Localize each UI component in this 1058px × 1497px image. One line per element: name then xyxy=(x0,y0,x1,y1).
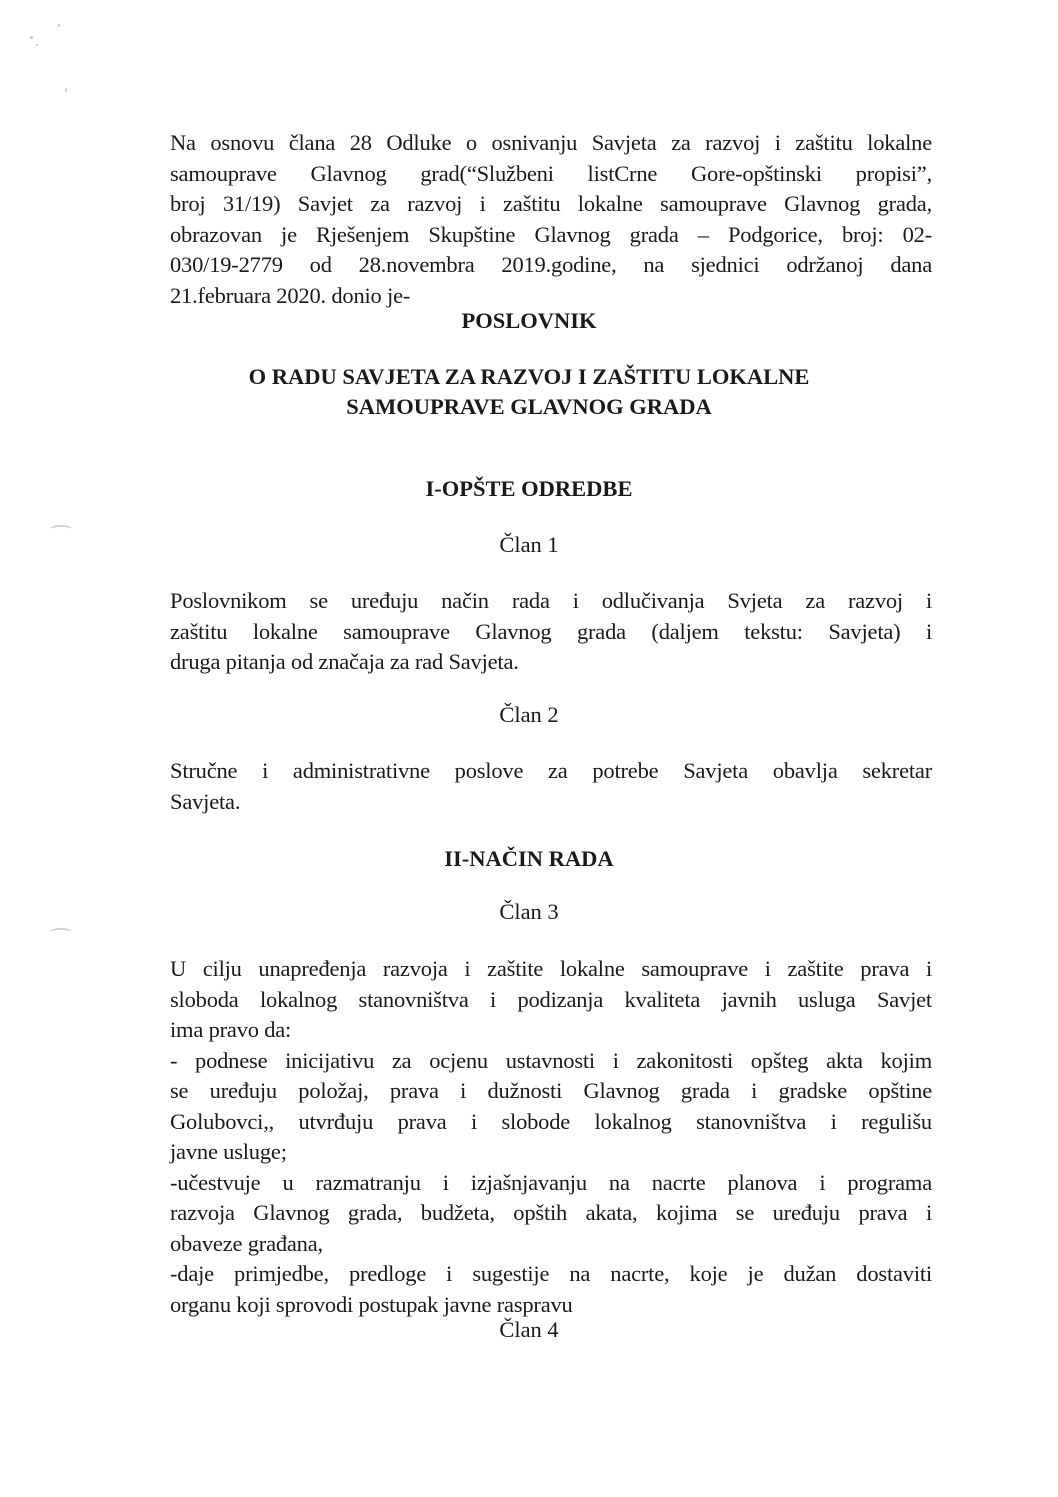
text-line: se uređuju položaj, prava i dužnosti Glavnog grada i gradske opštine xyxy=(170,1078,932,1103)
article-label: Član 3 xyxy=(499,899,559,924)
article-paragraph xyxy=(170,586,932,678)
scan-speck xyxy=(36,44,38,46)
scan-speck xyxy=(58,24,60,27)
text-line: Savjeta. xyxy=(170,788,241,814)
list-item: -učestvuje u razmatranju i izjašnjavanju na nacrte planova i programa xyxy=(170,1169,932,1195)
text-line: organu koji sprovodi postupak javne raspravu xyxy=(170,1291,573,1317)
list-item: - podnese inicijativu za ocjenu ustavnosti i zakonitosti opšteg akta kojim xyxy=(170,1047,932,1073)
text-line: druga pitanja od značaja za rad Savjeta. xyxy=(170,649,519,674)
text-line: samouprave Glavnog grad(“Službeni listCrne Gore-opštinski propisi”, xyxy=(170,160,932,186)
text-line: U cilju unapređenja razvoja i zaštite lokalne samouprave i zaštite prava i xyxy=(170,956,932,981)
text-line: 21.februara 2020. donio je- xyxy=(170,282,411,308)
text-line: obrazovan je Rješenjem Skupštine Glavnog grada – Podgorice, broj: 02- xyxy=(170,221,932,247)
article-label: Član 1 xyxy=(499,532,559,557)
preamble-paragraph xyxy=(170,128,932,311)
text-line: Stručne i administrativne poslove za potrebe Savjeta obavlja sekretar xyxy=(170,758,932,783)
document-subtitle-line-2: SAMOUPRAVE GLAVNOG GRADA xyxy=(346,394,712,419)
text-line: Na osnovu člana 28 Odluke o osnivanju Savjeta za razvoj i zaštitu lokalne xyxy=(170,130,932,155)
document-subtitle-line-1: O RADU SAVJETA ZA RAZVOJ I ZAŠTITU LOKALNE xyxy=(248,364,810,389)
scan-speck xyxy=(65,88,67,92)
article-paragraph xyxy=(170,954,932,1320)
document-title: POSLOVNIK xyxy=(461,308,597,333)
list-item: -daje primjedbe, predloge i sugestije na nacrte, koje je dužan dostaviti xyxy=(170,1261,932,1286)
text-line: zaštitu lokalne samouprave Glavnog grada (daljem tekstu: Savjeta) i xyxy=(170,618,932,644)
text-line: Poslovnikom se uređuju način rada i odlučivanja Svjeta za razvoj i xyxy=(170,588,932,613)
article-label: Član 4 xyxy=(499,1317,559,1342)
text-line: 030/19-2779 od 28.novembra 2019.godine, na sjednici održanoj dana xyxy=(170,252,932,277)
margin-mark xyxy=(50,928,72,936)
text-line: obaveze građana, xyxy=(170,1230,323,1256)
article-paragraph xyxy=(170,756,932,817)
text-line: broj 31/19) Savjet za razvoj i zaštitu lokalne samouprave Glavnog grada, xyxy=(170,191,932,216)
section-heading: I-OPŠTE ODREDBE xyxy=(425,476,633,501)
section-heading: II-NAČIN RADA xyxy=(444,846,614,871)
article-label: Član 2 xyxy=(499,702,559,727)
text-line: javne usluge; xyxy=(170,1139,287,1164)
text-line: Golubovci,, utvrđuju prava i slobode lokalnog stanovništva i regulišu xyxy=(170,1108,932,1134)
text-line: sloboda lokalnog stanovništva i podizanja kvaliteta javnih usluga Savjet xyxy=(170,986,932,1012)
text-line: ima pravo da: xyxy=(170,1017,292,1042)
scan-speck xyxy=(30,36,33,39)
text-line: razvoja Glavnog grada, budžeta, opštih akata, kojima se uređuju prava i xyxy=(170,1200,932,1225)
